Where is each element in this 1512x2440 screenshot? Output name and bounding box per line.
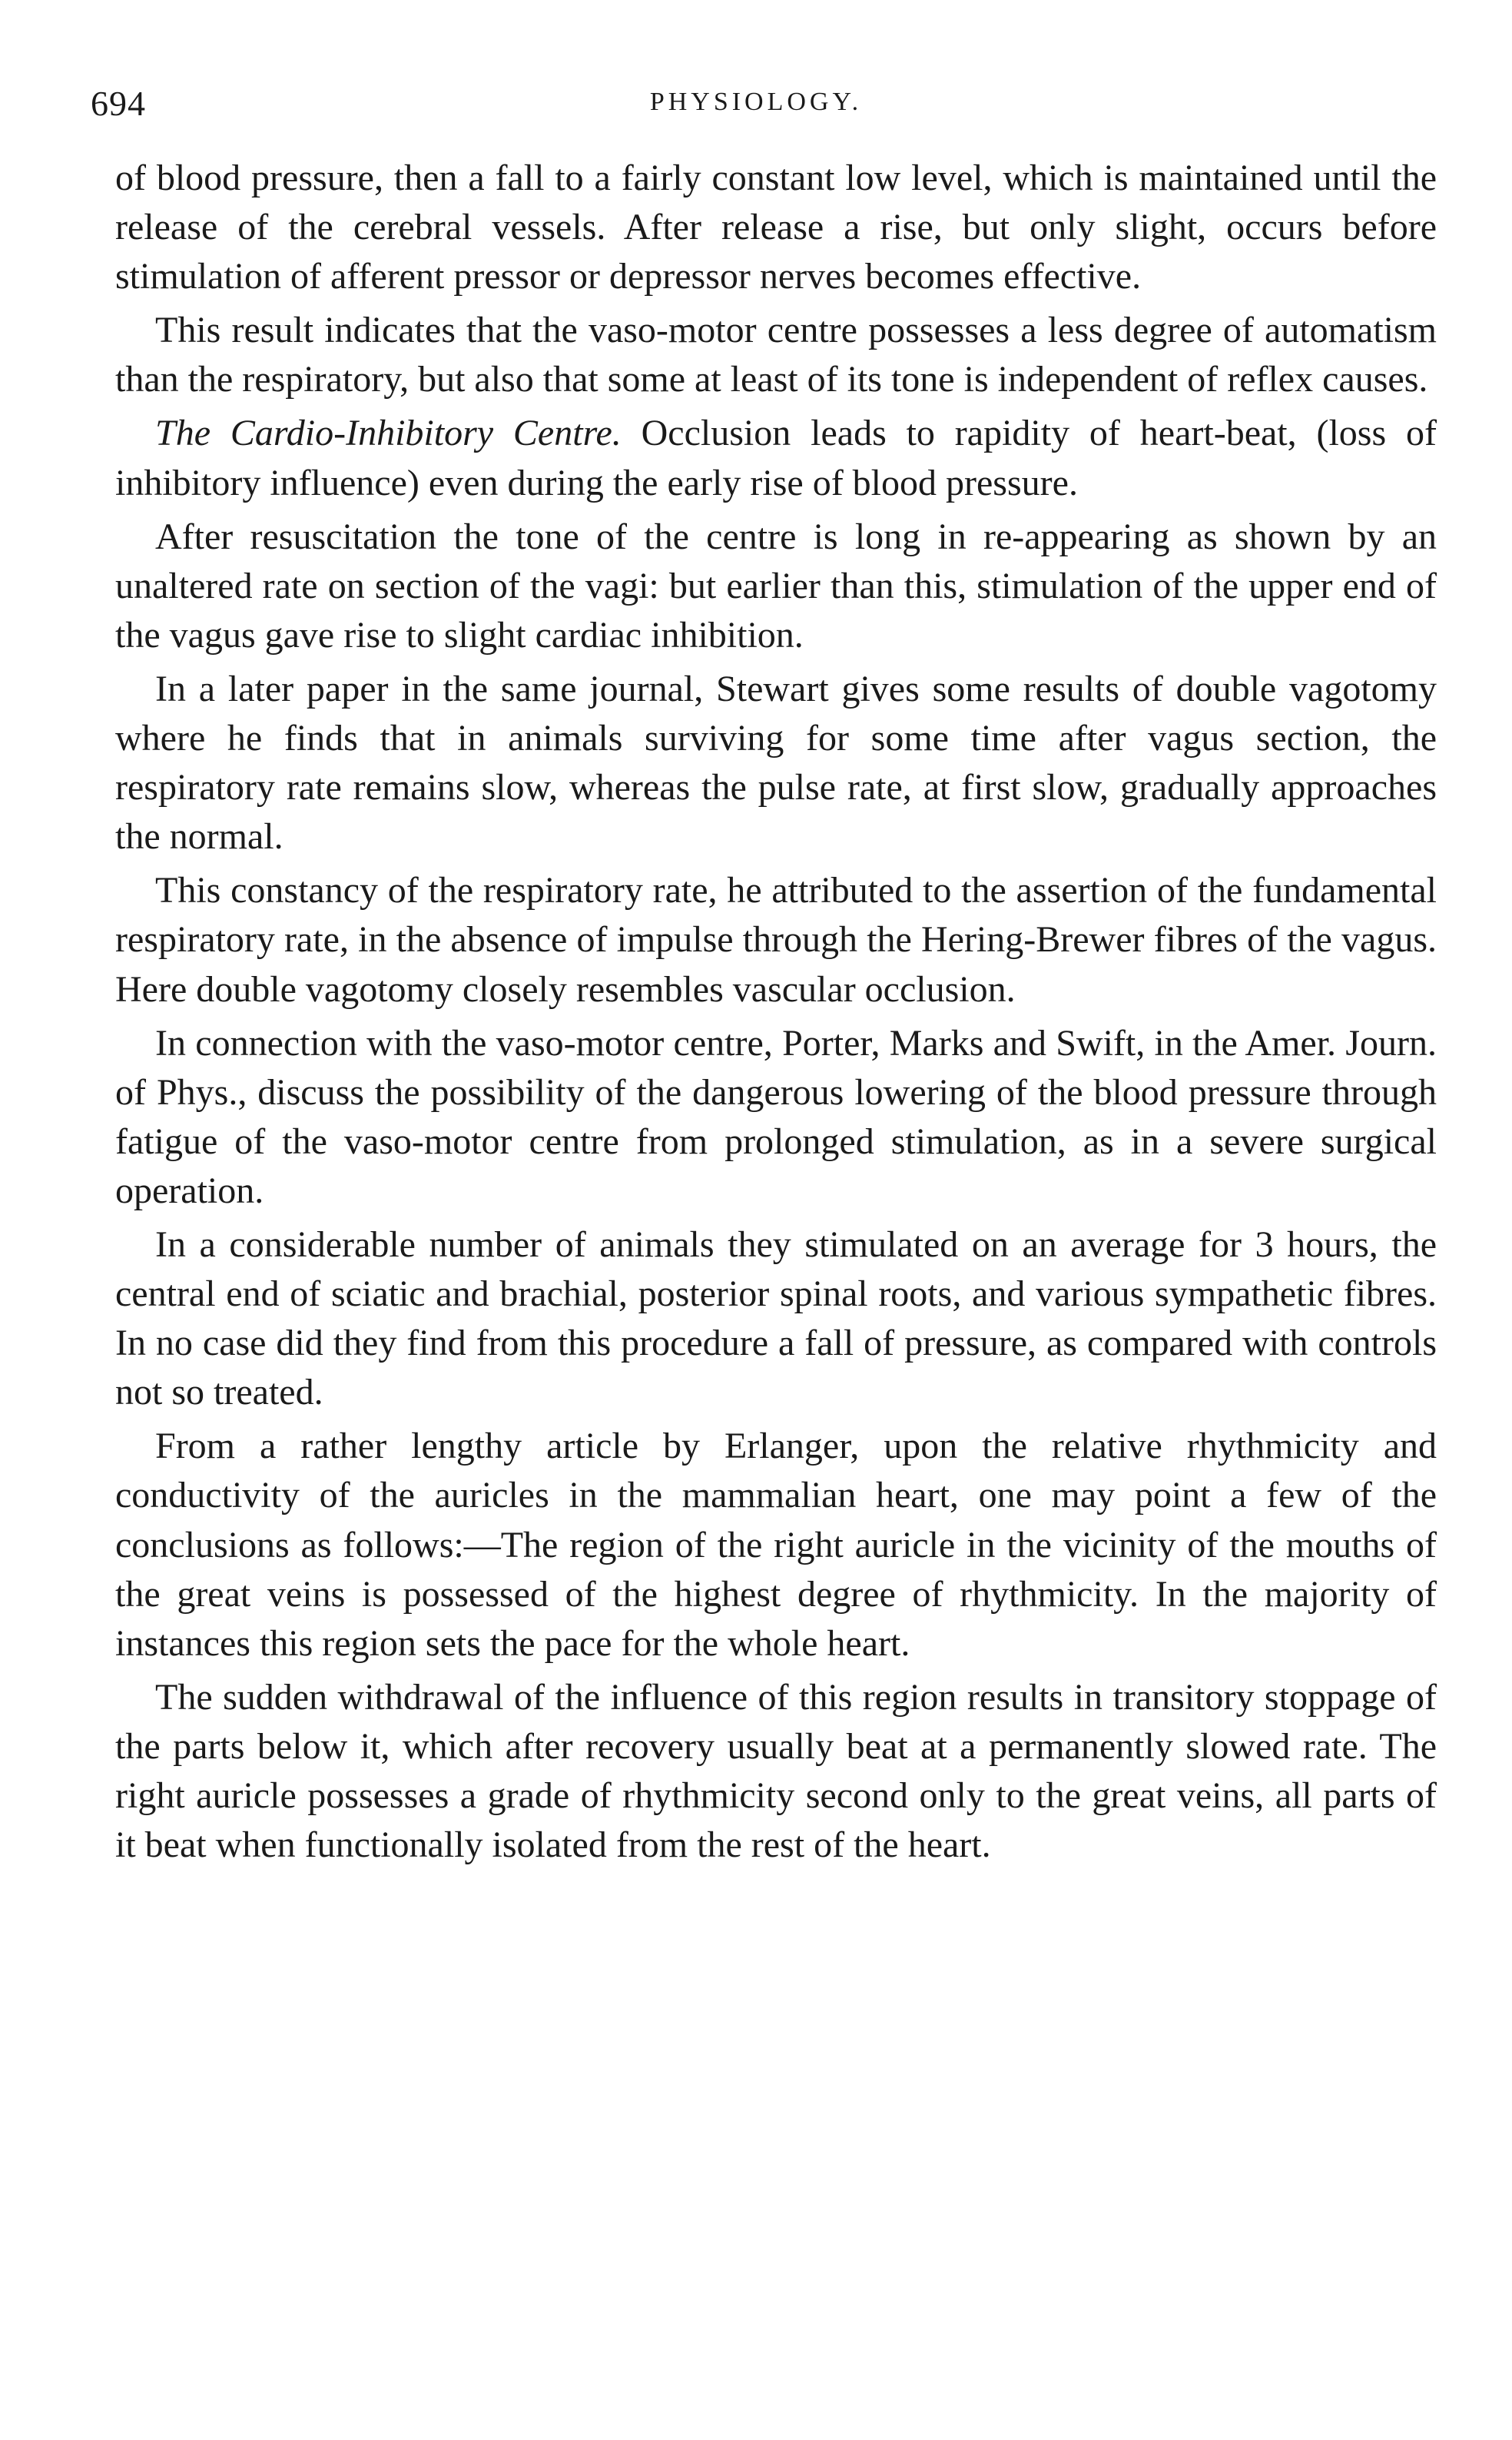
paragraph-text: The sudden withdrawal of the influence of this region results in transitory stoppage of the parts below it, which after recovery usually beat at a permanently slowed rate. The right auricle possesses a grade of rhythmicity second only to the great veins, all parts of it beat when functionally isolated from the rest of the heart.: [115, 1676, 1437, 1866]
paragraph-text: From a rather lengthy article by Erlanger, upon the relative rhythmicity and conductivity of the auricles in the mammalian heart, one may point a few of the conclusions as follows:—The region of the right auricle in the vicinity of the mouths of the great veins is possessed of the highest degree of rhythmicity. In the majority of instances this region sets the pace for the whole heart.: [115, 1426, 1437, 1664]
running-title: PHYSIOLOGY.: [649, 88, 863, 116]
paragraph-text: In connection with the vaso-motor centre, Porter, Marks and Swift, in the Amer. Journ. of Phys., discuss the possibility of the dangerous lowering of the blood pressure through fatigue of the vaso-motor centre from prolonged stimulation, as in a severe surgical operation.: [115, 1022, 1437, 1211]
running-head: [0, 83, 1512, 129]
paragraph: [115, 513, 1437, 660]
paragraph: [115, 1019, 1437, 1216]
page-number: 694: [91, 84, 146, 123]
paragraph-text: Occlusion leads to rapidity of heart-beat, (loss of inhibitory influence) even during the early rise of blood pressure.: [115, 413, 1437, 503]
paragraph-text: This result indicates that the vaso-motor centre possesses a less degree of automatism than the respiratory, but also that some at least of its tone is independent of reflex causes.: [115, 310, 1437, 400]
paragraph-text: After resuscitation the tone of the centre is long in re-appearing as shown by an unaltered rate on section of the vagi: but earlier than this, stimulation of the upper end of the vagus gave rise to slight cardiac inhibition.: [115, 516, 1437, 656]
paragraph-text: of blood pressure, then a fall to a fairly constant low level, which is maintained until the release of the cerebral vessels. After release a rise, but only slight, occurs before stimulation of afferent pressor or depressor nerves becomes effective.: [115, 158, 1437, 297]
paragraph-text: In a later paper in the same journal, Stewart gives some results of double vagotomy where he finds that in animals surviving for some time after vagus section, the respiratory rate remains slow, whereas the pulse rate, at first slow, gradually approaches the normal.: [115, 668, 1437, 858]
paragraph: [115, 1422, 1437, 1668]
paragraph: [115, 866, 1437, 1014]
paragraph-text: In a considerable number of animals they stimulated on an average for 3 hours, the central end of sciatic and brachial, posterior spinal roots, and various sympathetic fibres. In no case did they find from this procedure a fall of pressure, as compared with controls not so treated.: [115, 1223, 1437, 1413]
paragraph: [115, 1220, 1437, 1417]
paragraph-text: This constancy of the respiratory rate, he attributed to the assertion of the fundamental respiratory rate, in the absence of impulse through the Hering-Brewer fibres of the vagus. Here double vagotomy closely resembles vascular occlusion.: [115, 870, 1437, 1010]
paragraph-cardio-inhibitory: [115, 409, 1437, 507]
paragraph: [115, 306, 1437, 404]
section-heading: The Cardio-Inhibitory Centre.: [155, 413, 622, 454]
paragraph: [115, 665, 1437, 861]
body-text: [115, 154, 1437, 1870]
paragraph: [115, 1673, 1437, 1870]
paragraph-continuation: [115, 154, 1437, 301]
